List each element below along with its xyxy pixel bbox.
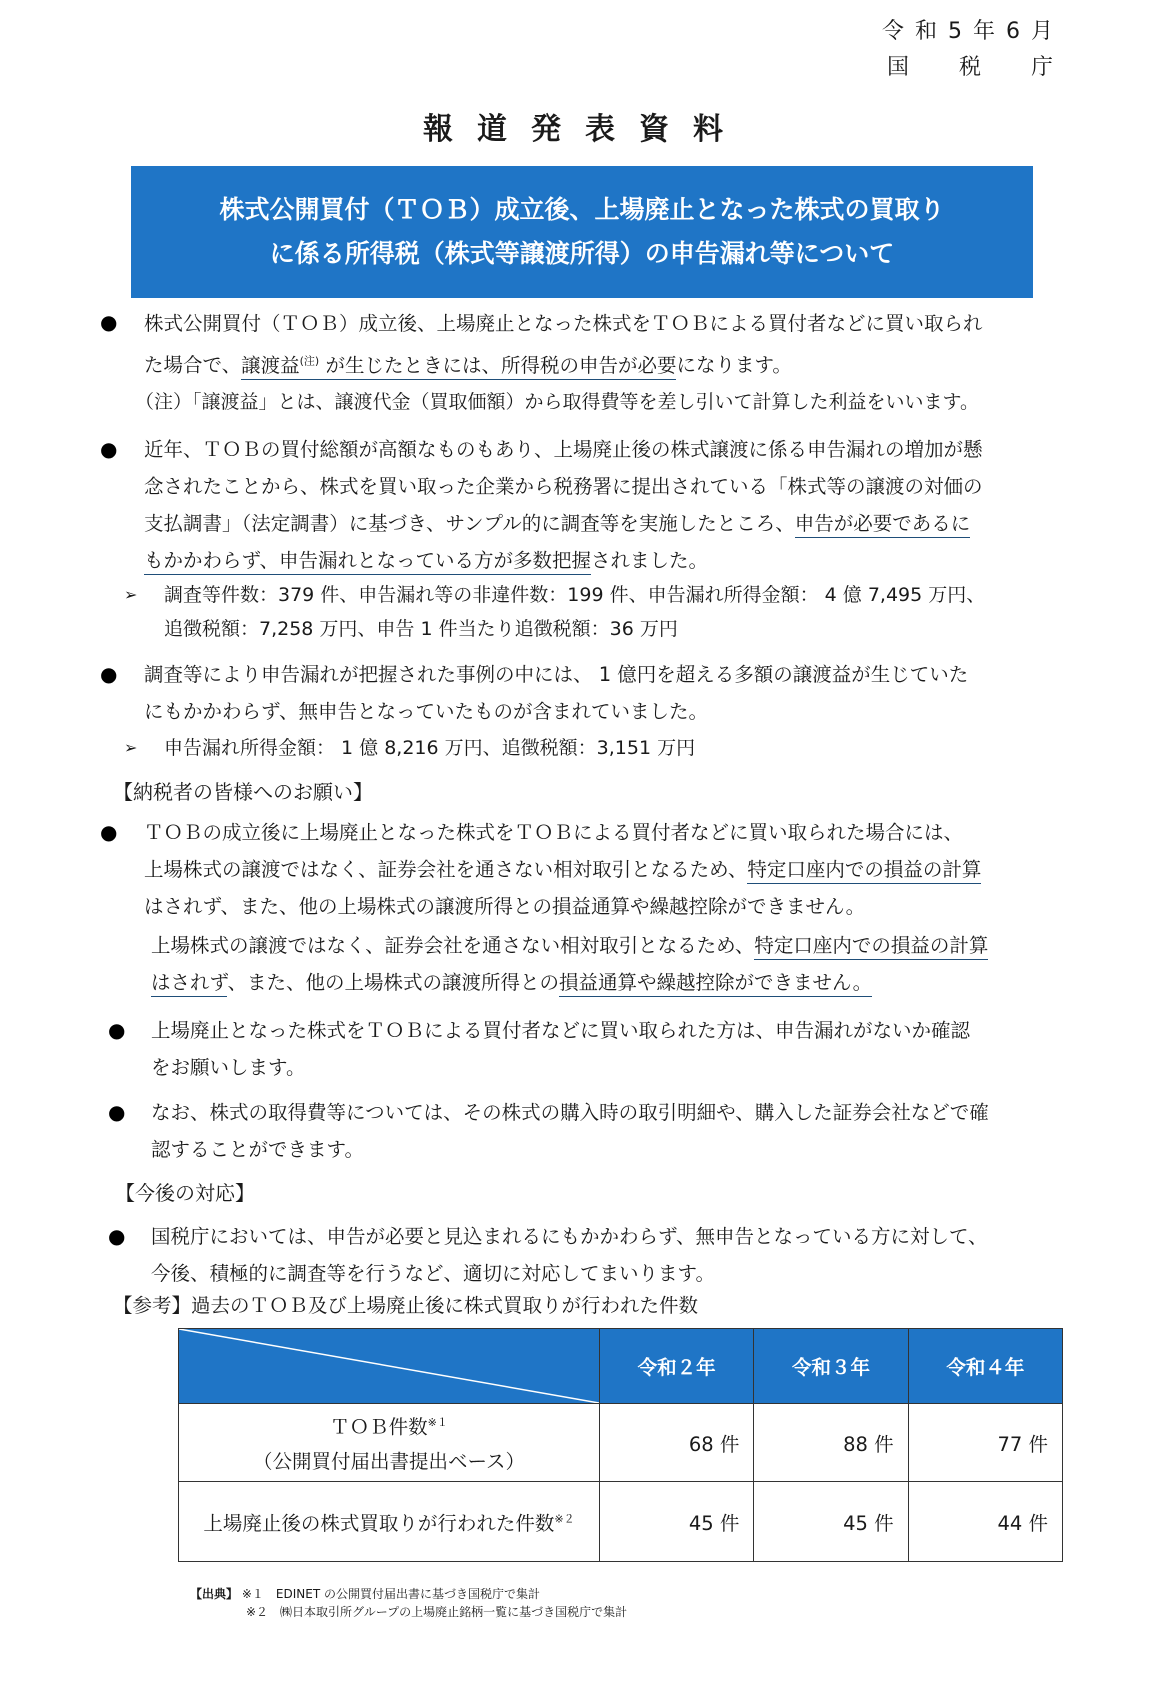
table-cell: 68 件 [600, 1404, 754, 1482]
bullet-2-details: 調査等件数：379 件、申告漏れ等の非違件数：199 件、申告漏れ所得金額： 4 億 7,495 万円、 追徴税額：7,258 万円、申告 1 件当たり追徴税額：36 万円 [164, 584, 986, 640]
title-line-2: に係る所得税（株式等譲渡所得）の申告漏れ等について [269, 239, 895, 268]
column-header: 令和３年 [754, 1329, 908, 1404]
row-label: ＴＯＢ件数$^{※1}$ （公開買付届出書提出ベース） [179, 1404, 600, 1482]
underlined-text: 特定口座内での損益の計算 [747, 858, 981, 884]
section-heading-future: 【今後の対応】 [115, 1181, 255, 1205]
arrow-icon: ➢ [124, 738, 138, 757]
section-heading-request: 【納税者の皆様へのお願い】 [113, 780, 373, 804]
underlined-text: 申告が必要であるに [795, 512, 971, 538]
future-text: 国税庁においては、申告が必要と見込まれるにもかかわらず、無申告となっている方に対して、 今後、積極的に調査等を行うなど、適切に対応してまいります。 [151, 1225, 988, 1285]
title-banner [131, 166, 1033, 298]
table-cell: 77 件 [908, 1404, 1062, 1482]
bullet-3-details: 申告漏れ所得金額： 1 億 8,216 万円、追徴税額：3,151 万円 [164, 737, 696, 759]
table-row [179, 1482, 1063, 1562]
arrow-icon: ➢ [124, 585, 138, 604]
reference-table [178, 1328, 1063, 1562]
document-type: 報道発表資料 [423, 112, 747, 147]
table-cell: 45 件 [754, 1482, 908, 1562]
bullet-icon: ● [108, 1100, 126, 1124]
bullet-1 [144, 305, 1069, 384]
bullet-icon: ● [100, 820, 118, 844]
bullet-icon: ● [100, 662, 118, 686]
request-3: なお、株式の取得費等については、その株式の購入時の取引明細や、購入した証券会社などで確 認することができます。 [151, 1101, 989, 1161]
column-header: 令和２年 [600, 1329, 754, 1404]
note-text: （注）「譲渡益」とは、譲渡代金（買取価額）から取得費等を差し引いて計算した利益をいいます。 [135, 391, 979, 413]
underlined-text: 譲渡益$^{(注)}$ が生じたときには、所得税の申告が必要 [241, 354, 676, 380]
bullet-icon: ● [100, 310, 118, 334]
bullet-1-line-1: 株式公開買付（ＴＯＢ）成立後、上場廃止となった株式をＴＯＢによる買付者などに買い取られ [144, 312, 983, 335]
table-row [179, 1404, 1063, 1482]
underlined-text: もかかわらず、申告漏れとなっている方が多数把握 [144, 549, 591, 575]
underlined-text: はされず [151, 971, 227, 997]
column-header: 令和４年 [908, 1329, 1062, 1404]
table-cell: 88 件 [754, 1404, 908, 1482]
table-cell: 45 件 [600, 1482, 754, 1562]
issuing-agency: 国 税 庁 [886, 55, 1055, 80]
title-line-1: 株式公開買付（ＴＯＢ）成立後、上場廃止となった株式の買取り [219, 195, 945, 224]
bullet-icon: ● [100, 437, 118, 461]
issue-date: 令 和 5 年 6 月 [882, 19, 1055, 44]
bullet-2: 近年、ＴＯＢの買付総額が高額なものもあり、上場廃止後の株式譲渡に係る申告漏れの増加が懸 念されたことから、株式を買い取った企業から税務署に提出されている「株式等の譲渡の対価の 支払調書」（法定調書）に基づき、サンプル的に調査等を実施したところ、申告が必要であるに もかかわらず、申告漏れとなっている方が多数把握されました。 [144, 431, 1069, 579]
date-block [882, 14, 1055, 86]
diagonal-line [179, 1329, 599, 1403]
footnotes: 【出典】 ※１ EDINET の公開買付届出書に基づき国税庁で集計 ※２ ㈱日本取引所グループの上場廃止銘柄一覧に基づき国税庁で集計 [190, 1587, 628, 1619]
request-1: ＴＯＢの成立後に上場廃止となった株式をＴＯＢによる買付者などに買い取られた場合には、 上場株式の譲渡ではなく、証券会社を通さない相対取引となるため、特定口座内での損益の計算 はされず、また、他の上場株式の譲渡所得との損益通算や繰越控除ができません。 [144, 821, 982, 918]
underlined-text: 損益通算や繰越控除ができません。 [559, 971, 872, 997]
bullet-icon: ● [108, 1018, 126, 1042]
reference-caption: 【参考】過去のＴＯＢ及び上場廃止後に株式買取りが行われた件数 [113, 1294, 699, 1317]
table-cell: 44 件 [908, 1482, 1062, 1562]
table-corner-cell [179, 1329, 600, 1404]
row-label: 上場廃止後の株式買取りが行われた件数$^{※2}$ [179, 1482, 600, 1562]
bullet-1-line-2: た場合で、譲渡益$^{(注)}$ が生じたときには、所得税の申告が必要になります。 [144, 342, 1069, 384]
bullet-icon: ● [108, 1224, 126, 1248]
bullet-3: 調査等により申告漏れが把握された事例の中には、 1 億円を超える多額の譲渡益が生じていた にもかかわらず、無申告となっていたものが含まれていました。 [144, 663, 969, 723]
request-2: 上場廃止となった株式をＴＯＢによる買付者などに買い取られた方は、申告漏れがないか確認 をお願いします。 [151, 1019, 971, 1079]
underlined-text: 特定口座内での損益の計算 [754, 934, 988, 960]
request-1-repeat: 上場株式の譲渡ではなく、証券会社を通さない相対取引となるため、特定口座内での損益の計算 はされず、また、他の上場株式の譲渡所得との損益通算や繰越控除ができません。 [151, 927, 1076, 1001]
